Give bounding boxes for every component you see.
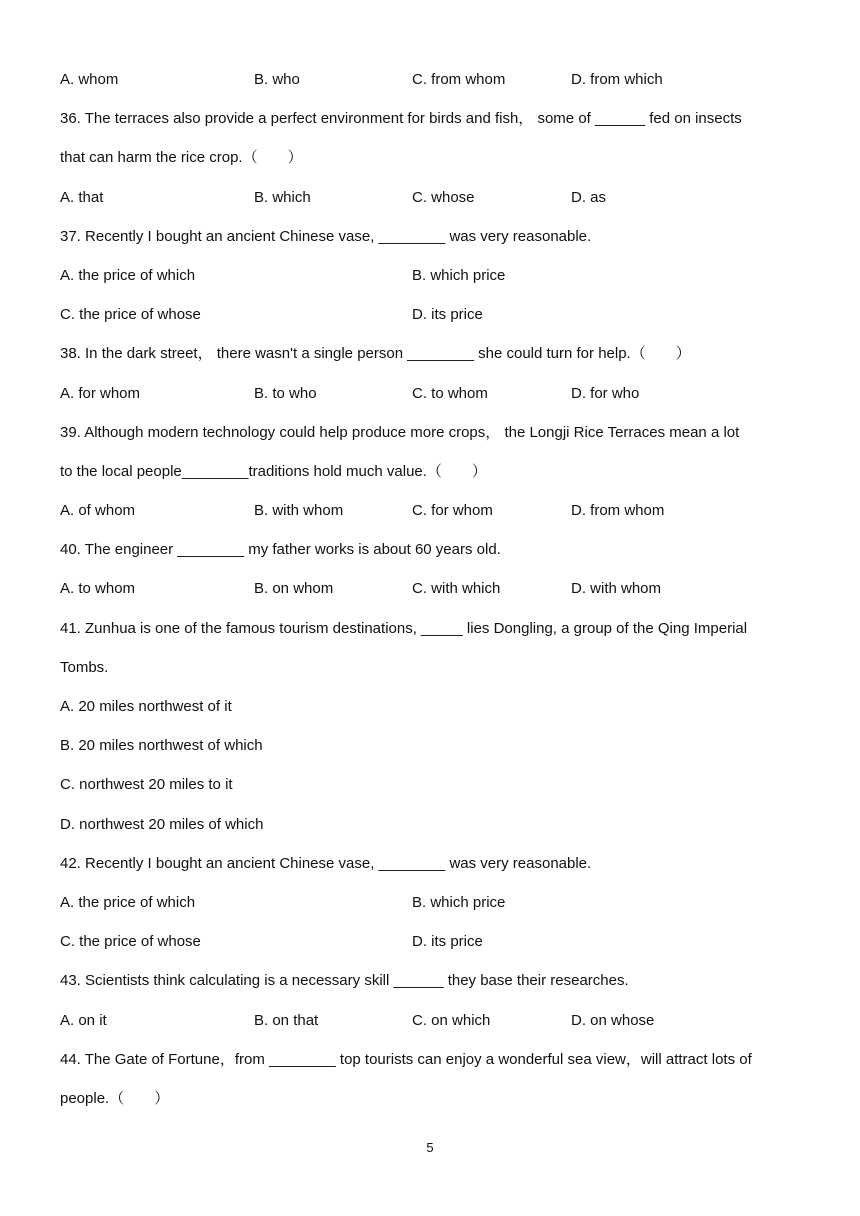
question-text: 43. Scientists think calculating is a necessary skill ______ they base their researches.	[60, 972, 629, 990]
answer-option: B. on whom	[254, 580, 334, 598]
answer-option: D. on whose	[571, 1011, 655, 1029]
options-row	[60, 295, 805, 334]
answer-option: C. for whom	[412, 502, 493, 520]
answer-option: D. with whom	[571, 580, 662, 598]
options-row	[60, 726, 805, 765]
question-text: 39. Although modern technology could help produce more crops， the Longji Rice Terraces mean a lot	[60, 423, 740, 441]
answer-option: D. northwest 20 miles of which	[60, 815, 264, 833]
options-row	[60, 374, 805, 413]
answer-option: B. on that	[254, 1011, 319, 1029]
answer-option: C. from whom	[412, 71, 506, 88]
question-block	[60, 217, 805, 335]
question-block	[60, 99, 805, 217]
question-block	[60, 1040, 805, 1118]
options-row	[60, 765, 805, 804]
answer-option: A. the price of which	[60, 893, 196, 911]
answer-option: A. on it	[60, 1011, 107, 1029]
answer-option: A. whom	[60, 71, 119, 88]
question-block	[60, 60, 805, 99]
answer-option: B. 20 miles northwest of which	[60, 737, 263, 755]
answer-option: B. to who	[254, 384, 317, 402]
answer-option: C. northwest 20 miles to it	[60, 776, 233, 794]
question-text: 40. The engineer ________ my father works is about 60 years old.	[60, 541, 501, 559]
answer-option: B. which price	[412, 266, 506, 284]
question-block	[60, 609, 805, 844]
answer-option: A. of whom	[60, 502, 136, 520]
question-text: Tombs.	[60, 658, 109, 676]
question-block	[60, 844, 805, 962]
question-text: 37. Recently I bought an ancient Chinese vase, ________ was very reasonable.	[60, 227, 592, 245]
answer-option: B. which price	[412, 893, 506, 911]
answer-option: A. for whom	[60, 384, 141, 402]
options-row	[60, 569, 805, 608]
question-text: that can harm the rice crop.（ ）	[60, 149, 303, 167]
answer-option: D. from whom	[571, 502, 665, 520]
document-page	[60, 60, 805, 1118]
options-row	[60, 256, 805, 295]
options-row	[60, 178, 805, 217]
answer-option: C. the price of whose	[60, 933, 201, 951]
question-block	[60, 413, 805, 531]
page-number: 5	[426, 1140, 434, 1155]
options-row	[60, 883, 805, 922]
question-text: 42. Recently I bought an ancient Chinese vase, ________ was very reasonable.	[60, 854, 592, 872]
options-row	[60, 491, 805, 530]
options-row	[60, 1001, 805, 1040]
question-block	[60, 334, 805, 412]
options-row	[60, 687, 805, 726]
answer-option: D. its price	[412, 933, 483, 951]
answer-option: C. to whom	[412, 384, 488, 402]
answer-option: A. the price of which	[60, 266, 196, 284]
answer-option: D. for who	[571, 384, 640, 402]
answer-option: B. with whom	[254, 502, 344, 520]
question-text: people.（ ）	[60, 1089, 170, 1107]
question-text: to the local people________traditions hold much value.（ ）	[60, 462, 487, 480]
answer-option: B. who	[254, 71, 300, 88]
question-text: 44. The Gate of Fortune，from ________ top tourists can enjoy a wonderful sea view，will attract lots of	[60, 1050, 752, 1068]
answer-option: C. whose	[412, 188, 475, 206]
answer-option: A. that	[60, 188, 104, 206]
question-text: 41. Zunhua is one of the famous tourism destinations, _____ lies Dongling, a group of the Qing Imperial	[60, 619, 748, 637]
options-row	[60, 60, 805, 99]
options-row	[60, 922, 805, 961]
answer-option: A. to whom	[60, 580, 136, 598]
answer-option: D. from which	[571, 71, 663, 88]
answer-option: D. its price	[412, 306, 483, 324]
answer-option: C. with which	[412, 580, 501, 598]
question-text: 38. In the dark street， there wasn't a single person ________ she could turn for help.（ ）	[60, 345, 691, 363]
options-row	[60, 805, 805, 844]
question-text: 36. The terraces also provide a perfect environment for birds and fish， some of ______ fed on insects	[60, 110, 742, 128]
answer-option: C. the price of whose	[60, 306, 201, 324]
answer-option: A. 20 miles northwest of it	[60, 698, 232, 715]
question-block	[60, 961, 805, 1039]
answer-option: C. on which	[412, 1011, 491, 1029]
question-block	[60, 530, 805, 608]
answer-option: B. which	[254, 188, 311, 206]
answer-option: D. as	[571, 188, 607, 206]
